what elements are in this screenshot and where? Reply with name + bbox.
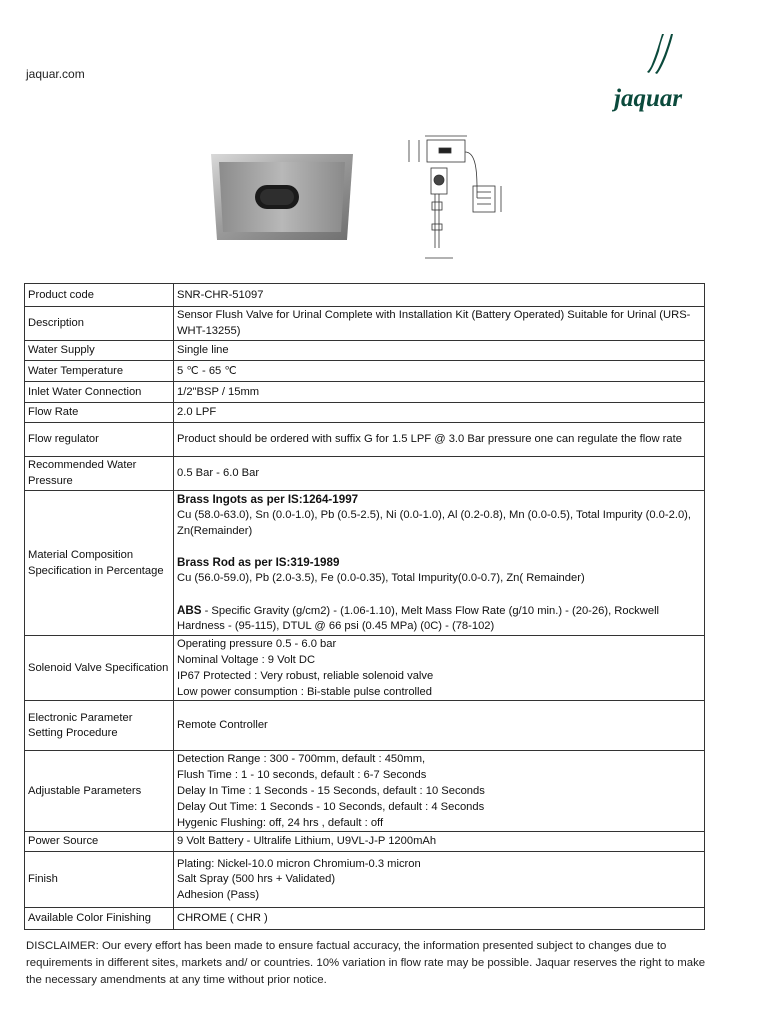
label-water-temperature: Water Temperature — [25, 361, 174, 382]
adjustable-line: Detection Range : 300 - 700mm, default : 450mm, — [177, 753, 426, 766]
label-material: Material Composition Specification in Percentage — [25, 491, 174, 636]
value-flow-regulator: Product should be ordered with suffix G for 1.5 LPF @ 3.0 Bar pressure one can regulate the flow rate — [174, 423, 705, 457]
solenoid-line: Operating pressure 0.5 - 6.0 bar — [177, 638, 337, 651]
specification-table — [24, 283, 705, 930]
label-recommended-pressure: Recommended Water Pressure — [25, 457, 174, 491]
row-description — [25, 307, 705, 341]
row-water-supply — [25, 341, 705, 361]
site-url: jaquar.com — [26, 67, 85, 81]
svg-text:jaquar: jaquar — [614, 85, 683, 112]
brass-rod-title: Brass Rod as per IS:319-1989 — [177, 556, 340, 570]
label-water-supply: Water Supply — [25, 341, 174, 361]
row-flow-rate — [25, 403, 705, 423]
brass-ingots-title: Brass Ingots as per IS:1264-1997 — [177, 493, 359, 506]
row-water-temperature — [25, 361, 705, 382]
finish-line: Salt Spray (500 hrs + Validated) — [177, 873, 336, 886]
solenoid-line: IP67 Protected : Very robust, reliable solenoid valve — [177, 669, 434, 682]
abs-title: ABS — [177, 603, 202, 617]
value-inlet-connection: 1/2"BSP / 15mm — [174, 382, 705, 403]
label-finish: Finish — [25, 852, 174, 908]
row-finish — [25, 852, 705, 908]
technical-drawing — [405, 128, 505, 270]
brass-ingots-text: Cu (58.0-63.0), Sn (0.0-1.0), Pb (0.5-2.5), Ni (0.0-1.0), Al (0.2-0.8), Mn (0.0-0.5), Total Impurity (0.0-2.0), Zn(Remainder) — [177, 508, 691, 537]
label-flow-regulator: Flow regulator — [25, 423, 174, 457]
adjustable-line: Flush Time : 1 - 10 seconds, default : 6-7 Seconds — [177, 769, 427, 782]
jaquar-logo — [612, 30, 704, 114]
row-electronic-setting — [25, 701, 705, 751]
label-solenoid: Solenoid Valve Specification — [25, 636, 174, 701]
row-product-code — [25, 284, 705, 307]
label-inlet-connection: Inlet Water Connection — [25, 382, 174, 403]
row-flow-regulator — [25, 423, 705, 457]
solenoid-line: Low power consumption : Bi-stable pulse controlled — [177, 685, 432, 698]
label-product-code: Product code — [25, 284, 174, 307]
value-description: Sensor Flush Valve for Urinal Complete with Installation Kit (Battery Operated) Suitable for Urinal (URS-WHT-13255) — [174, 307, 705, 341]
product-photo — [207, 152, 357, 242]
finish-line: Plating: Nickel-10.0 micron Chromium-0.3 micron — [177, 857, 421, 870]
label-electronic-setting: Electronic Parameter Setting Procedure — [25, 701, 174, 751]
value-product-code: SNR-CHR-51097 — [174, 284, 705, 307]
value-solenoid — [174, 636, 705, 701]
value-flow-rate: 2.0 LPF — [174, 403, 705, 423]
row-adjustable — [25, 751, 705, 832]
value-adjustable — [174, 751, 705, 832]
disclaimer: DISCLAIMER: Our every effort has been made to ensure factual accuracy, the information presented subject to changes due to requirements in different sites, markets and/ or countries. 10% variation in flow rate may be possible. Jaquar reserves the right to make the necessary amendments at any time without prior notice. — [26, 940, 706, 986]
finish-line: Adhesion (Pass) — [177, 889, 260, 902]
label-flow-rate: Flow Rate — [25, 403, 174, 423]
row-inlet-connection — [25, 382, 705, 403]
label-adjustable: Adjustable Parameters — [25, 751, 174, 832]
label-color-finishing: Available Color Finishing — [25, 908, 174, 930]
row-power-source — [25, 832, 705, 852]
value-power-source: 9 Volt Battery - Ultralife Lithium, U9VL-J-P 1200mAh — [174, 832, 705, 852]
label-power-source: Power Source — [25, 832, 174, 852]
brass-rod-text: Cu (56.0-59.0), Pb (2.0-3.5), Fe (0.0-0.35), Total Impurity(0.0-0.7), Zn( Remainder) — [177, 571, 585, 584]
solenoid-line: Nominal Voltage : 9 Volt DC — [177, 653, 316, 666]
adjustable-line: Delay Out Time: 1 Seconds - 10 Seconds, default : 4 Seconds — [177, 800, 485, 813]
row-recommended-pressure — [25, 457, 705, 491]
adjustable-line: Delay In Time : 1 Seconds - 15 Seconds, default : 10 Seconds — [177, 784, 485, 797]
row-material — [25, 491, 705, 636]
value-material — [174, 491, 705, 636]
value-water-supply: Single line — [174, 341, 705, 361]
value-electronic-setting: Remote Controller — [174, 701, 705, 751]
abs-text: - Specific Gravity (g/cm2) - (1.06-1.10), Melt Mass Flow Rate (g/10 min.) - (20-26), Rockwell Hardness - (95-115), DTUL @ 66 psi (0.45 MPa) (0C) - (78-102) — [177, 604, 660, 633]
label-description: Description — [25, 307, 174, 341]
value-color-finishing: CHROME ( CHR ) — [174, 908, 705, 930]
adjustable-line: Hygenic Flushing: off, 24 hrs , default : off — [177, 816, 384, 829]
value-water-temperature: 5 ℃ - 65 ℃ — [174, 361, 705, 382]
value-finish — [174, 852, 705, 908]
value-recommended-pressure: 0.5 Bar - 6.0 Bar — [174, 457, 705, 491]
row-color-finishing — [25, 908, 705, 930]
row-solenoid — [25, 636, 705, 701]
